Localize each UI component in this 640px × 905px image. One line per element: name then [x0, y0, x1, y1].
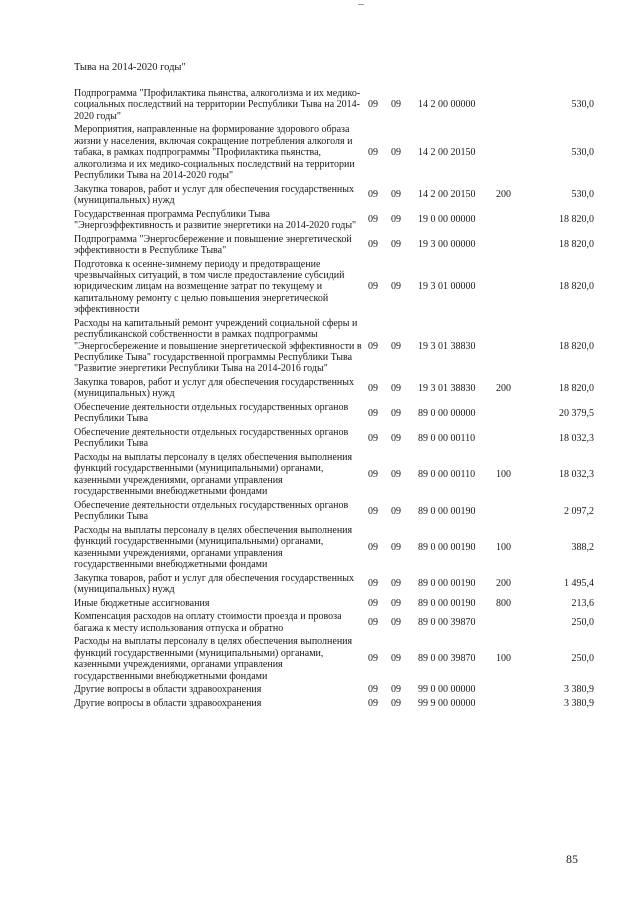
expense-type-code-cell: [496, 402, 530, 427]
amount-cell: 18 820,0: [559, 281, 594, 293]
table-row: [74, 234, 594, 259]
amount-cell: 530,0: [571, 189, 594, 201]
section-code-cell: 09: [368, 653, 378, 665]
amount-cell: 250,0: [571, 616, 594, 628]
section-code-cell: 09: [368, 505, 378, 517]
amount-cell: 18 032,3: [559, 469, 594, 481]
subsection-code-cell: 09: [391, 99, 401, 111]
expense-type-code-cell: 800: [496, 597, 511, 609]
row-name-cell: Подпрограмма "Энергосбережение и повышение энергетической эффективности в Республике Тыва": [74, 233, 352, 257]
amount-cell: 18 820,0: [559, 239, 594, 251]
subsection-code-cell: 09: [391, 214, 401, 226]
row-name-cell: Обеспечение деятельности отдельных государственных органов Республики Тыва: [74, 427, 349, 450]
target-article-code-cell: 14 2 00 00000: [418, 99, 476, 111]
row-name-cell: Другие вопросы в области здравоохранения: [74, 697, 262, 709]
amount-cell: 2 097,2: [564, 505, 594, 517]
amount-cell: 18 820,0: [559, 340, 594, 352]
amount-cell: 3 380,9: [564, 697, 594, 709]
amount-cell: 530,0: [571, 99, 594, 111]
amount-cell: 20 379,5: [559, 407, 594, 419]
target-article-code-cell: 89 0 00 00190: [418, 505, 476, 517]
amount-cell: 3 380,9: [564, 684, 594, 696]
row-name-cell: Расходы на выплаты персоналу в целях обеспечения выполнения функций государственными (муниципальными) органами, казенными учреждениями, органами управления государственными внебюджетными фондами: [74, 636, 353, 682]
table-row: [74, 124, 594, 183]
expense-type-code-cell: [496, 611, 530, 636]
table-row: [74, 377, 594, 402]
target-article-code-cell: 14 2 00 20150: [418, 189, 476, 201]
target-article-code-cell: 89 0 00 00000: [418, 407, 476, 419]
section-code-cell: 09: [368, 239, 378, 251]
row-name-cell: Обеспечение деятельности отдельных государственных органов Республики Тыва: [74, 402, 349, 425]
expense-type-code-cell: 100: [496, 469, 511, 481]
subsection-code-cell: 09: [391, 597, 401, 609]
table-row: [74, 452, 594, 500]
subsection-code-cell: 09: [391, 407, 401, 419]
table-row: [74, 184, 594, 209]
subsection-code-cell: 09: [391, 382, 401, 394]
target-article-code-cell: 89 0 00 00190: [418, 578, 476, 590]
continued-heading: Тыва на 2014-2020 годы": [74, 62, 186, 73]
table-row: [74, 573, 594, 598]
target-article-code-cell: 99 9 00 00000: [418, 697, 476, 709]
subsection-code-cell: 09: [391, 432, 401, 444]
budget-table: [74, 88, 594, 711]
row-name-cell: Иные бюджетные ассигнования: [74, 597, 210, 609]
subsection-code-cell: 09: [391, 697, 401, 709]
expense-type-code-cell: [496, 698, 530, 712]
target-article-code-cell: 19 3 01 38830: [418, 340, 476, 352]
table-row: [74, 402, 594, 427]
table-row: [74, 698, 594, 712]
row-name-cell: Обеспечение деятельности отдельных государственных органов Республики Тыва: [74, 499, 349, 523]
section-code-cell: 09: [368, 407, 378, 419]
row-name-cell: Мероприятия, направленные на формирование здорового образа жизни у населения, включая сокращение потребления алкоголя и табака, в рамках подпрограммы "Профилактика пьянства, алкоголизма и их медико-социальных последствий на территории Республики Тыва на 2014-2020 годы": [74, 124, 355, 182]
subsection-code-cell: 09: [391, 239, 401, 251]
section-code-cell: 09: [368, 281, 378, 293]
section-code-cell: 09: [368, 214, 378, 226]
table-row: [74, 611, 594, 636]
target-article-code-cell: 89 0 00 00110: [418, 469, 476, 481]
table-row: [74, 259, 594, 318]
row-name-cell: Подготовка к осенне-зимнему периоду и предотвращение чрезвычайных ситуаций, в том числе предоставление субсидий юридическим лицам на возмещение затрат по текущему и капитальному ремонту с целью повышения энергетической эффективности: [74, 258, 345, 316]
section-code-cell: 09: [368, 99, 378, 111]
target-article-code-cell: 19 0 00 00000: [418, 214, 476, 226]
amount-cell: 18 032,3: [559, 432, 594, 444]
target-article-code-cell: 19 3 00 00000: [418, 239, 476, 251]
row-name-cell: Расходы на выплаты персоналу в целях обеспечения выполнения функций государственными (муниципальными) органами, казенными учреждениями, органами управления государственными внебюджетными фондами: [74, 524, 353, 571]
section-code-cell: 09: [368, 340, 378, 352]
table-row: [74, 209, 594, 234]
expense-type-code-cell: 100: [496, 541, 511, 553]
row-name-cell: Другие вопросы в области здравоохранения: [74, 684, 262, 696]
target-article-code-cell: 14 2 00 20150: [418, 147, 476, 159]
subsection-code-cell: 09: [391, 281, 401, 293]
amount-cell: 18 820,0: [559, 214, 594, 226]
section-code-cell: 09: [368, 684, 378, 696]
section-code-cell: 09: [368, 578, 378, 590]
subsection-code-cell: 09: [391, 684, 401, 696]
section-code-cell: 09: [368, 382, 378, 394]
expense-type-code-cell: [496, 259, 530, 318]
budget-table-body: [74, 88, 594, 711]
subsection-code-cell: 09: [391, 541, 401, 553]
expense-type-code-cell: [496, 684, 530, 698]
expense-type-code-cell: [496, 427, 530, 452]
subsection-code-cell: 09: [391, 147, 401, 159]
expense-type-code-cell: [496, 234, 530, 259]
subsection-code-cell: 09: [391, 578, 401, 590]
row-name-cell: Государственная программа Республики Тыва "Энергоэффективность и развитие энергетики на 2014-2020 годы": [74, 208, 357, 232]
section-code-cell: 09: [368, 697, 378, 709]
amount-cell: 1 495,4: [564, 578, 594, 590]
row-name-cell: Закупка товаров, работ и услуг для обеспечения государственных (муниципальных) нужд: [74, 572, 355, 596]
expense-type-code-cell: 100: [496, 653, 511, 665]
subsection-code-cell: 09: [391, 616, 401, 628]
table-row: [74, 500, 594, 525]
table-row: [74, 598, 594, 612]
table-row: [74, 318, 594, 377]
section-code-cell: 09: [368, 597, 378, 609]
target-article-code-cell: 89 0 00 39870: [418, 653, 476, 665]
expense-type-code-cell: 200: [496, 382, 511, 394]
target-article-code-cell: 89 0 00 39870: [418, 616, 476, 628]
row-name-cell: Закупка товаров, работ и услуг для обеспечения государственных (муниципальных) нужд: [74, 183, 355, 207]
section-code-cell: 09: [368, 147, 378, 159]
subsection-code-cell: 09: [391, 469, 401, 481]
subsection-code-cell: 09: [391, 653, 401, 665]
table-row: [74, 427, 594, 452]
expense-type-code-cell: [496, 318, 530, 377]
row-name-cell: Подпрограмма "Профилактика пьянства, алкоголизма и их медико-социальных последствий на территории Республики Тыва на 2014-2020 годы": [74, 88, 361, 122]
section-code-cell: 09: [368, 189, 378, 201]
target-article-code-cell: 89 0 00 00190: [418, 597, 476, 609]
table-row: [74, 88, 594, 124]
target-article-code-cell: 19 3 01 00000: [418, 281, 476, 293]
row-name-cell: Компенсация расходов на оплату стоимости проезда и провоза багажа к месту использования отпуска и обратно: [74, 611, 342, 634]
expense-type-code-cell: [496, 209, 530, 234]
amount-cell: 388,2: [571, 541, 594, 553]
expense-type-code-cell: [496, 88, 530, 124]
subsection-code-cell: 09: [391, 189, 401, 201]
subsection-code-cell: 09: [391, 505, 401, 517]
section-code-cell: 09: [368, 616, 378, 628]
amount-cell: 18 820,0: [559, 382, 594, 394]
page-number: 85: [566, 852, 578, 866]
row-name-cell: Расходы на капитальный ремонт учреждений социальной сферы и республиканской собственности в рамках подпрограммы "Энергосбережение и повышение энергетической эффективности в Республике Тыва" государственной программы Республики Тыва "Развитие энергетики Республики Тыва на 2014-2016 годы": [74, 317, 362, 375]
target-article-code-cell: 19 3 01 38830: [418, 382, 476, 394]
amount-cell: 250,0: [571, 653, 594, 665]
section-code-cell: 09: [368, 469, 378, 481]
row-name-cell: Закупка товаров, работ и услуг для обеспечения государственных (муниципальных) нужд: [74, 377, 355, 400]
expense-type-code-cell: [496, 500, 530, 525]
row-name-cell: Расходы на выплаты персоналу в целях обеспечения выполнения функций государственными (муниципальными) органами, казенными учреждениями, органами управления государственными внебюджетными фондами: [74, 452, 353, 498]
target-article-code-cell: 89 0 00 00110: [418, 432, 476, 444]
expense-type-code-cell: 200: [496, 189, 511, 201]
section-code-cell: 09: [368, 432, 378, 444]
target-article-code-cell: 99 0 00 00000: [418, 684, 476, 696]
table-row: [74, 684, 594, 698]
table-row: [74, 636, 594, 684]
target-article-code-cell: 89 0 00 00190: [418, 541, 476, 553]
scan-artifact: [358, 4, 364, 5]
subsection-code-cell: 09: [391, 340, 401, 352]
table-row: [74, 525, 594, 573]
amount-cell: 213,6: [571, 597, 594, 609]
amount-cell: 530,0: [571, 147, 594, 159]
expense-type-code-cell: [496, 124, 530, 183]
section-code-cell: 09: [368, 541, 378, 553]
expense-type-code-cell: 200: [496, 578, 511, 590]
